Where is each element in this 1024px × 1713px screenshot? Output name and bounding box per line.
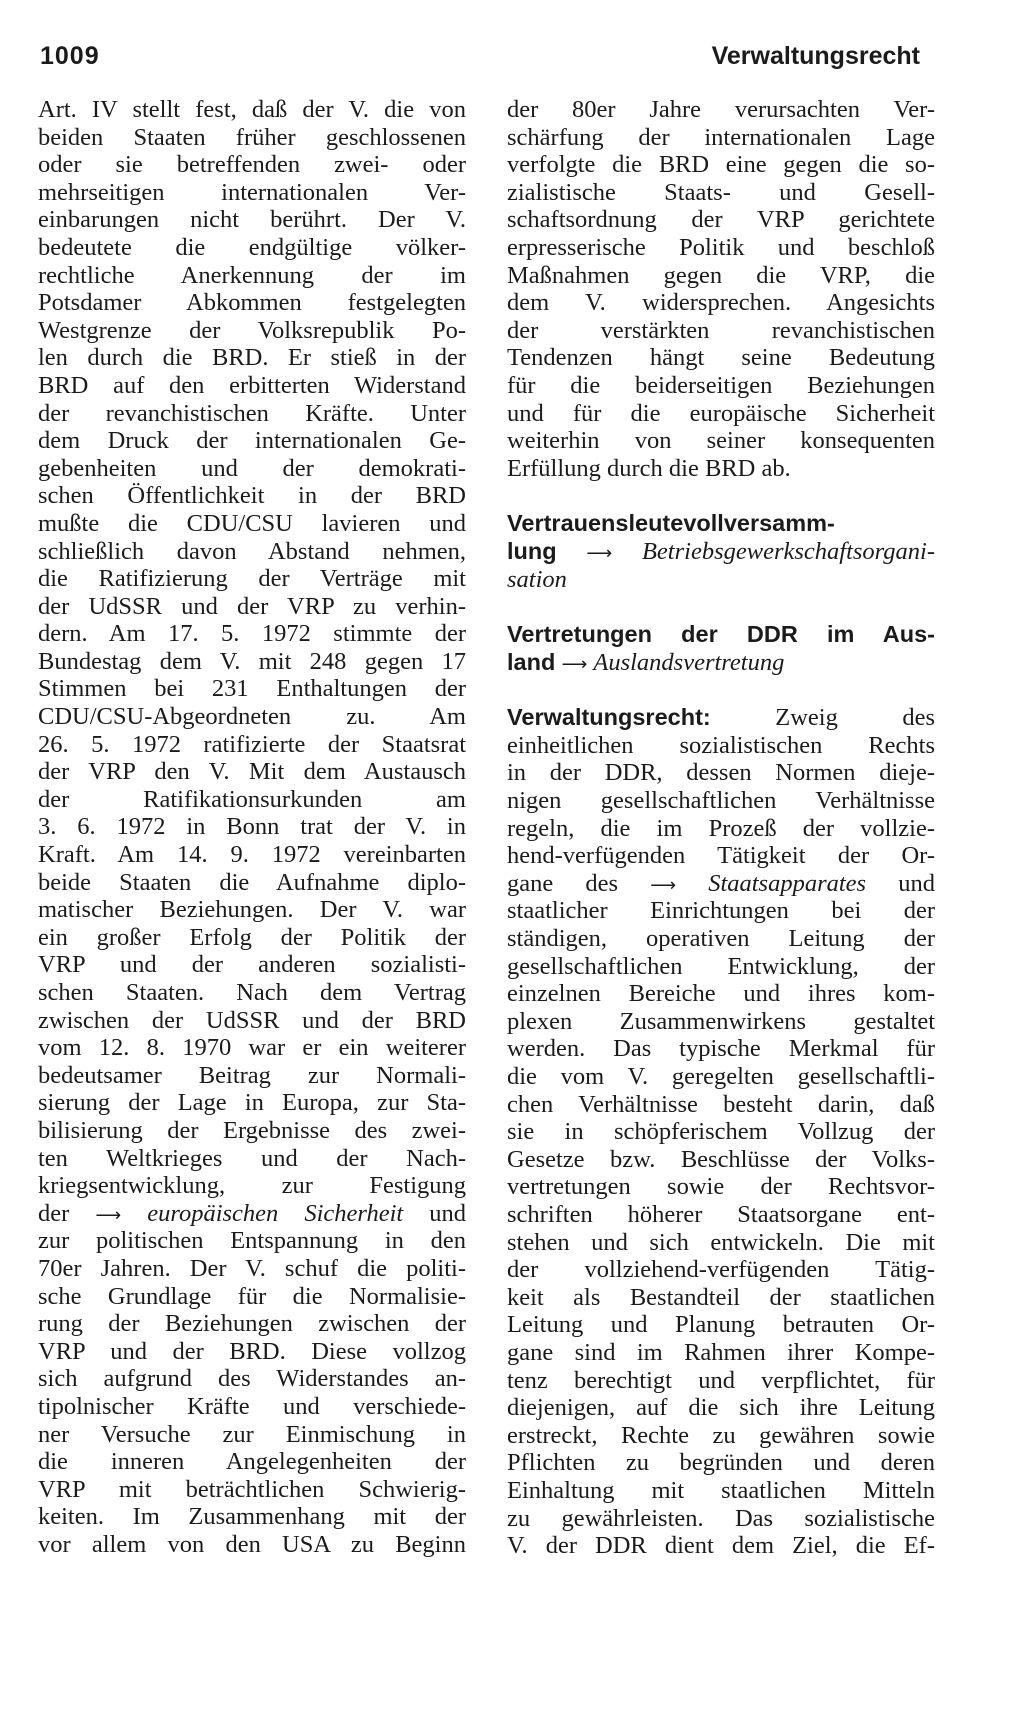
text-line: weiterhin von seiner konsequenten xyxy=(507,427,935,455)
text-line: Bundestag dem V. mit 248 gegen 17 xyxy=(38,647,466,675)
text-line: gane sind im Rahmen ihrer Kompe- xyxy=(507,1338,935,1366)
text-line: Erfüllung durch die BRD ab. xyxy=(507,454,791,482)
text-line: stehen und sich entwickeln. Die mit xyxy=(507,1228,935,1256)
text-line: werden. Das typische Merkmal für xyxy=(507,1035,935,1063)
text-line: Art. IV stellt fest, daß der V. die von xyxy=(38,96,466,123)
entry-title-line xyxy=(507,649,935,677)
text-line: nigen gesellschaftlichen Verhältnisse xyxy=(507,787,935,815)
text-line: zwischen der UdSSR und der BRD xyxy=(38,1006,466,1034)
text-line: schließlich davon Abstand nehmen, xyxy=(38,537,466,565)
text-line: Maßnahmen gegen die VRP, die xyxy=(507,261,935,289)
right-column xyxy=(507,96,935,1560)
entry-title-line xyxy=(507,538,935,566)
text-line: diejenigen, auf die sich ihre Leitung xyxy=(507,1394,935,1422)
text-line: ein großer Erfolg der Politik der xyxy=(38,923,466,951)
text-line: keit als Bestandteil der staatlichen xyxy=(507,1283,935,1311)
cross-reference-arrow-icon: ⟶ xyxy=(650,874,677,896)
text-line: hend-verfügenden Tätigkeit der Or- xyxy=(507,842,935,870)
left-text-block xyxy=(38,96,466,1200)
text-line: der 80er Jahre verursachten Ver- xyxy=(507,96,935,123)
text-line: plexen Zusammenwirkens gestaltet xyxy=(507,1007,935,1035)
text-line: vom 12. 8. 1970 war er ein weiterer xyxy=(38,1034,466,1062)
page-number: 1009 xyxy=(40,42,100,70)
text-line: dem V. widersprechen. Angesichts xyxy=(507,289,935,317)
entry-title: land xyxy=(507,648,556,675)
entry-title: Vertretungen der DDR im Aus- xyxy=(507,621,935,648)
text-line: Stimmen bei 231 Enthaltungen der xyxy=(38,675,466,703)
text-line: 26. 5. 1972 ratifizierte der Staatsrat xyxy=(38,730,466,758)
entry-title-line: Verwaltungsrecht: Zweig des xyxy=(507,704,936,732)
cross-reference-arrow-icon: ⟶ xyxy=(586,542,613,564)
text-line: len durch die BRD. Er stieß in der xyxy=(38,344,466,372)
text-line: der vollziehend-verfügenden Tätig- xyxy=(507,1256,935,1284)
entry-vertretungen-der-ddr xyxy=(507,621,935,676)
cross-reference-link[interactable]: Betriebsgewerkschaftsorgani- xyxy=(641,537,936,565)
text-line: 70er Jahren. Der V. schuf die politi- xyxy=(38,1254,466,1282)
text-line: bedeutete die endgültige völker- xyxy=(38,233,466,261)
text-line: sierung der Lage in Europa, zur Sta- xyxy=(38,1089,466,1117)
text-line: 3. 6. 1972 in Bonn trat der V. in xyxy=(38,813,466,841)
text-line: mehrseitigen internationalen Ver- xyxy=(38,178,466,206)
text-line: zu gewährleisten. Das sozialistische xyxy=(507,1504,935,1532)
text-line: dem Druck der internationalen Ge- xyxy=(38,427,466,455)
text-line: und für die europäische Sicherheit xyxy=(507,399,935,427)
entry-title-line xyxy=(507,510,935,538)
text-line: in der DDR, dessen Normen dieje- xyxy=(507,759,935,787)
text-line: erpresserische Politik und beschloß xyxy=(507,233,935,261)
text-line: der verstärkten revanchistischen xyxy=(507,316,935,344)
text-line: die vom V. geregelten gesellschaftli- xyxy=(507,1063,935,1090)
text-line: der UdSSR und der VRP zu verhin- xyxy=(38,592,466,620)
text-line: Tendenzen hängt seine Bedeutung xyxy=(507,344,935,372)
text-line: Potsdamer Abkommen festgelegten xyxy=(38,289,466,317)
text-line: beide Staaten die Aufnahme diplo- xyxy=(38,868,466,896)
cross-reference-arrow-icon: ⟶ xyxy=(561,653,588,675)
text-line: sich aufgrund des Widerstandes an- xyxy=(38,1365,466,1393)
text-line: matischer Beziehungen. Der V. war xyxy=(38,896,466,924)
text-line: die inneren Angelegenheiten der xyxy=(38,1448,466,1476)
text-line: staatlicher Einrichtungen bei der xyxy=(507,897,935,925)
text-line: sie in schöpferischem Vollzug der xyxy=(507,1118,935,1146)
text-line: keiten. Im Zusammenhang mit der xyxy=(38,1503,466,1531)
text-line: zur politischen Entspannung in den xyxy=(38,1227,466,1255)
text-line: vertretungen sowie der Rechtsvor- xyxy=(507,1173,935,1201)
text-line: regeln, die im Prozeß der vollzie- xyxy=(507,814,935,842)
text-line: VRP und der BRD. Diese vollzog xyxy=(38,1337,466,1365)
entry-title: Vertrauensleutevollversamm- xyxy=(507,510,835,537)
text-line: der Ratifikationsurkunden am xyxy=(38,785,466,813)
text-line: Gesetze bzw. Beschlüsse der Volks- xyxy=(507,1145,935,1173)
text-line: Pflichten zu begründen und deren xyxy=(507,1449,935,1477)
text-line: die Ratifizierung der Verträge mit xyxy=(38,565,466,593)
cross-reference-link[interactable]: sation xyxy=(507,565,567,593)
text-line: Leitung und Planung betrauten Or- xyxy=(507,1311,935,1339)
text-line: gesellschaftlichen Entwicklung, der xyxy=(507,952,935,980)
text-line: der revanchistischen Kräfte. Unter xyxy=(38,399,466,427)
text-line: vor allem von den USA zu Beginn xyxy=(38,1530,466,1558)
text-line: bedeutsamer Beitrag zur Normali- xyxy=(38,1061,466,1089)
page-header xyxy=(40,42,920,76)
text-line: schen Staaten. Nach dem Vertrag xyxy=(38,979,466,1006)
entry-vertrauensleutevollversammlung xyxy=(507,510,935,593)
text-line: zialistische Staats- und Gesell- xyxy=(507,178,935,206)
text-line: einheitlichen sozialistischen Rechts xyxy=(507,731,935,759)
text-line: schärfung der internationalen Lage xyxy=(507,123,935,151)
text-line: Kraft. Am 14. 9. 1972 vereinbarten xyxy=(38,841,466,869)
text-line: BRD auf den erbitterten Widerstand xyxy=(38,371,466,399)
text-line: der ⟶ europäischen Sicherheit und xyxy=(38,1199,467,1227)
text-line: mußte die CDU/CSU lavieren und xyxy=(38,509,466,537)
left-column xyxy=(38,96,466,1558)
text-line: dern. Am 17. 5. 1972 stimmte der xyxy=(38,620,466,648)
text-line: tipolnischer Kräfte und verschiede- xyxy=(38,1392,466,1420)
cross-reference-link[interactable]: europäischen Sicherheit xyxy=(147,1199,404,1227)
text-line: für die beiderseitigen Beziehungen xyxy=(507,371,935,399)
text-line: schaftsordnung der VRP gerichtete xyxy=(507,206,935,234)
text-line: verfolgte die BRD eine gegen die so- xyxy=(507,151,935,179)
text-line: kriegsentwicklung, zur Festigung xyxy=(38,1172,466,1200)
text-line xyxy=(507,566,935,594)
right-text-block xyxy=(507,96,935,482)
text-line: ständigen, operativen Leitung der xyxy=(507,925,935,953)
text-line: schriften höherer Staatsorgane ent- xyxy=(507,1200,935,1228)
entry-body-block xyxy=(507,732,935,870)
text-line: gane des ⟶ Staatsapparates und xyxy=(507,869,935,897)
text-line: erstreckt, Rechte zu gewähren sowie xyxy=(507,1421,935,1449)
text-line: VRP und der anderen sozialisti- xyxy=(38,951,466,979)
entry-verwaltungsrecht xyxy=(507,704,935,1559)
text-line: chen Verhältnisse besteht darin, daß xyxy=(507,1090,935,1118)
text-line: tenz berechtigt und verpflichtet, für xyxy=(507,1366,935,1394)
text-line: gebenheiten und der demokrati- xyxy=(38,454,466,482)
running-head: Verwaltungsrecht xyxy=(711,42,920,70)
left-text-block-2 xyxy=(38,1227,466,1558)
text-line: einzelnen Bereiche und ihres kom- xyxy=(507,980,935,1008)
text-line: schen Öffentlichkeit in der BRD xyxy=(38,482,466,510)
text-line: beiden Staaten früher geschlossenen xyxy=(38,123,466,151)
text-line: rung der Beziehungen zwischen der xyxy=(38,1310,466,1338)
entry-title: Verwaltungsrecht: xyxy=(507,704,711,731)
text-line: Einhaltung mit staatlichen Mitteln xyxy=(507,1476,935,1504)
cross-reference-link[interactable]: Auslandsvertretung xyxy=(593,648,785,676)
text-line: oder sie betreffenden zwei- oder xyxy=(38,151,466,179)
entry-body-block-2 xyxy=(507,897,935,1559)
cross-reference-arrow-icon: ⟶ xyxy=(95,1204,122,1226)
text-line: rechtliche Anerkennung der im xyxy=(38,261,466,289)
text-line: V. der DDR dient dem Ziel, die Ef- xyxy=(507,1532,935,1560)
entry-title: lung xyxy=(507,537,557,564)
text-line: der VRP den V. Mit dem Austausch xyxy=(38,758,466,786)
text-line: bilisierung der Ergebnisse des zwei- xyxy=(38,1116,466,1144)
entry-title-line xyxy=(507,621,935,649)
text-line: CDU/CSU-Abgeordneten zu. Am xyxy=(38,703,466,731)
text-line: VRP mit beträchtlichen Schwierig- xyxy=(38,1475,466,1503)
text-line: sche Grundlage für die Normalisie- xyxy=(38,1282,466,1310)
cross-reference-link[interactable]: Staatsapparates xyxy=(708,869,867,897)
text-line: einbarungen nicht berührt. Der V. xyxy=(38,206,466,234)
text-line: ner Versuche zur Einmischung in xyxy=(38,1420,466,1448)
text-line: Westgrenze der Volksrepublik Po- xyxy=(38,316,466,344)
text-line: ten Weltkrieges und der Nach- xyxy=(38,1144,466,1172)
